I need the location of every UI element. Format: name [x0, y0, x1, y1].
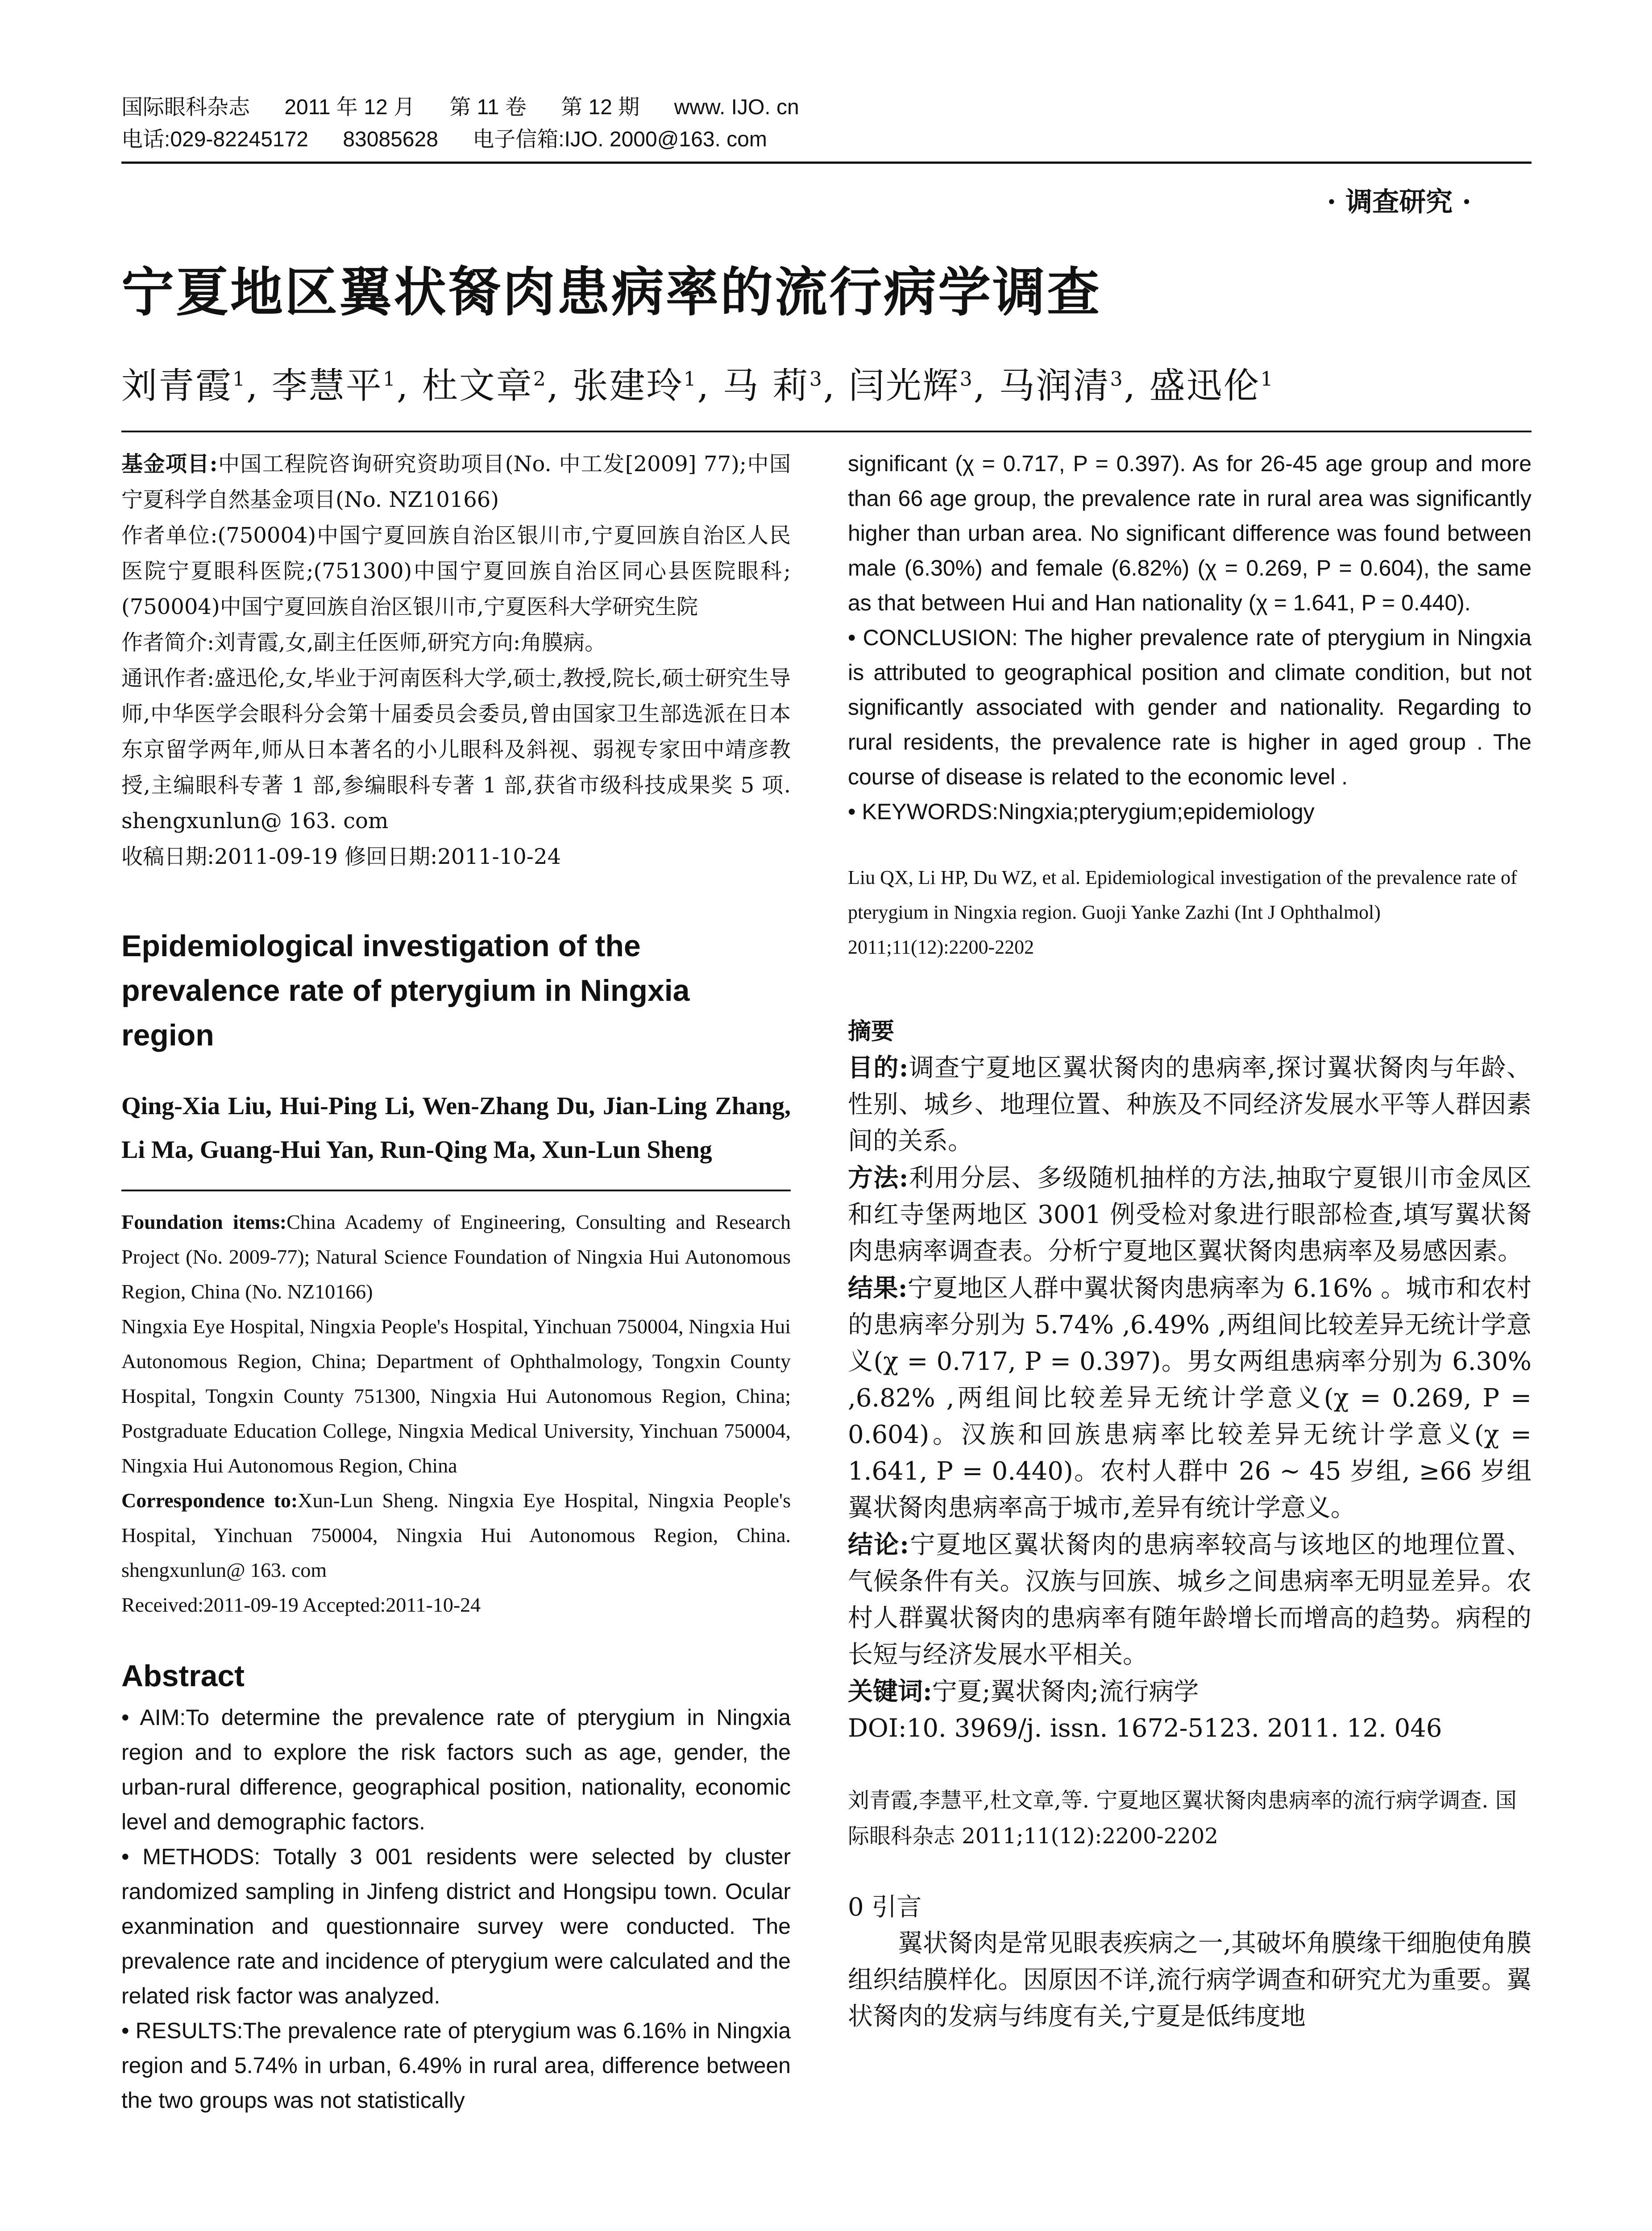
author-affiliation-mark: 1 [232, 368, 246, 391]
title-rule [121, 431, 1532, 432]
foundation-items [121, 1205, 791, 1309]
author-name: 张建玲 [572, 365, 684, 406]
author-affiliation-mark: 1 [1260, 368, 1274, 391]
abstract-cn-conclusion [848, 1526, 1532, 1673]
methods-text: 利用分层、多级随机抽样的方法,抽取宁夏银川市金凤区和红寺堡两地区 3001 例受检对象进行眼部检查,填写翼状胬肉患病率调查表。分析宁夏地区翼状胬肉患病率及易感因素。 [848, 1164, 1532, 1266]
keywords-label: 关键词: [848, 1677, 932, 1706]
author-units [121, 518, 791, 625]
author-name: 马 莉 [722, 365, 809, 406]
results-label: 结果: [848, 1273, 908, 1303]
left-column [121, 446, 791, 2118]
abstract-keywords: • KEYWORDS:Ningxia;pterygium;epidemiology [848, 799, 1315, 824]
header-line-2 [121, 124, 1532, 156]
fund-info [121, 446, 791, 518]
unit-text: (750004)中国宁夏回族自治区银川市,宁夏回族自治区人民医院宁夏眼科医院;(751300)中国宁夏回族自治区同心县医院眼科;(750004)中国宁夏回族自治区银川市,宁夏医科大学研究生院 [121, 523, 791, 619]
author-name: 杜文章 [422, 365, 533, 406]
phone: 电话:029-82245172 [121, 128, 308, 151]
methods-label: 方法: [848, 1163, 909, 1193]
author-name: 闫光辉 [848, 365, 960, 406]
correspondence-text: Xun-Lun Sheng. Ningxia Eye Hospital, Ningxia People's Hospital, Yinchuan 750004, Ningxia Hui Autonomous Region, China. shengxunlun@ 163. com [121, 1489, 791, 1581]
author-bio: 作者简介:刘青霞,女,副主任医师,研究方向:角膜病。 [121, 630, 606, 655]
abstract-cn-objective [848, 1049, 1532, 1160]
author-affiliation-mark: 2 [533, 368, 547, 391]
abstract-cn-results [848, 1270, 1532, 1526]
abstract-conclusion: • CONCLUSION: The higher prevalence rate of pterygium in Ningxia is attributed to geographical position and climate condition, but not significantly associated with gender and nationality. Regarding to rural residents, the prevalence rate is higher in aged group . The course of disease is related to the economic level . [848, 625, 1532, 789]
authors-rule [121, 1190, 791, 1191]
correspondence-label: Correspondence to: [121, 1489, 298, 1512]
right-column [848, 446, 1532, 2035]
author-affiliation-mark: 3 [1110, 368, 1124, 391]
citation-cn: 刘青霞,李慧平,杜文章,等. 宁夏地区翼状胬肉患病率的流行病学调查. 国际眼科杂志 2011;11(12):2200-2202 [848, 1788, 1517, 1849]
issue-date: 2011 年 12 月 [284, 95, 415, 119]
authors-cn: 刘青霞$^1$, 李慧平$^1$, 杜文章$^2$, 张建玲$^1$, 马 莉$^3$, 闫光辉$^3$, 马润清$^3$, 盛迅伦$^1$ [121, 365, 1274, 406]
citation-en: Liu QX, Li HP, Du WZ, et al. Epidemiological investigation of the prevalence rate of pterygium in Ningxia region. Guoji Yanke Zazhi (Int J Ophthalmol) 2011;11(12):2200-2202 [848, 867, 1517, 958]
keywords-text: 宁夏;翼状胬肉;流行病学 [932, 1677, 1199, 1706]
author-affiliation-mark: 3 [959, 368, 974, 391]
abstract-heading: Abstract [121, 1659, 245, 1693]
website: www. IJO. cn [674, 95, 799, 119]
author-affiliation-mark: 1 [683, 368, 697, 391]
abstract-cn-keywords [848, 1673, 1532, 1710]
author-name: 刘青霞 [121, 365, 232, 406]
abstract-cn-methods [848, 1160, 1532, 1270]
volume: 第 11 卷 [449, 95, 527, 119]
english-authors: Qing-Xia Liu, Hui-Ping Li, Wen-Zhang Du, Jian-Ling Zhang, Li Ma, Guang-Hui Yan, Run-Qing Ma, Xun-Lun Sheng [121, 1092, 791, 1164]
objective-label: 目的: [848, 1053, 909, 1082]
doi: DOI:10. 3969/j. issn. 1672-5123. 2011. 12. 046 [848, 1714, 1442, 1743]
issue: 第 12 期 [561, 95, 640, 119]
header-line-1 [121, 91, 1532, 124]
introduction-heading: 0 引言 [848, 1893, 922, 1922]
fund-label: 基金项目: [121, 452, 218, 477]
english-title: Epidemiological investigation of the prevalence rate of pterygium in Ningxia region [121, 929, 690, 1052]
objective-text: 调查宁夏地区翼状胬肉的患病率,探讨翼状胬肉与年龄、性别、城乡、地理位置、种族及不同经济发展水平等人群因素间的关系。 [848, 1053, 1532, 1156]
conclusion-text: 宁夏地区翼状胬肉的患病率较高与该地区的地理位置、气候条件有关。汉族与回族、城乡之间患病率无明显差异。农村人群翼状胬肉的患病率有随年龄增长而增高的趋势。病程的长短与经济发展水平相关。 [848, 1530, 1532, 1669]
introduction-text: 翼状胬肉是常见眼表疾病之一,其破坏角膜缘干细胞使角膜组织结膜样化。因原因不详,流行病学调查和研究尤为重要。翼状胬肉的发病与纬度有关,宁夏是低纬度地 [848, 1929, 1532, 2031]
abstract-aim: • AIM:To determine the prevalence rate of pterygium in Ningxia region and to explore the risk factors such as age, gender, the urban-rural difference, geographical position, nationality, economic level and demographic factors. [121, 1705, 791, 1834]
received-accepted: Received:2011-09-19 Accepted:2011-10-24 [121, 1593, 481, 1616]
phone-2: 83085628 [343, 128, 438, 151]
conclusion-label: 结论: [848, 1530, 909, 1559]
affiliations: Ningxia Eye Hospital, Ningxia People's Hospital, Yinchuan 750004, Ningxia Hui Autonomous Region, China; Department of Ophthalmology, Tongxin County Hospital, Tongxin County 751300, Ningxia Hui Autonomous Region, China; Postgraduate Education College, Ningxia Medical University, Yinchuan 750004, Ningxia Hui Autonomous Region, China [121, 1315, 791, 1477]
article-title: 宁夏地区翼状胬肉患病率的流行病学调查 [121, 261, 1102, 323]
journal-name: 国际眼科杂志 [121, 95, 250, 119]
correspondence [121, 1483, 791, 1588]
foundation-label: Foundation items: [121, 1211, 287, 1233]
unit-label: 作者单位: [121, 523, 218, 548]
abstract-results: • RESULTS:The prevalence rate of pterygium was 6.16% in Ningxia region and 5.74% in urban, 6.49% in rural area, difference between the two groups was not statistically [121, 2018, 791, 2113]
author-name: 李慧平 [271, 365, 383, 406]
author-affiliation-mark: 3 [809, 368, 823, 391]
journal-header [121, 91, 1532, 156]
dates-cn: 收稿日期:2011-09-19 修回日期:2011-10-24 [121, 844, 561, 869]
abstract-methods: • METHODS: Totally 3 001 residents were selected by cluster randomized sampling in Jinfeng district and Hongsipu town. Ocular exanmination and questionnaire survey were conducted. The prevalence rate and incidence of pterygium were calculated and the related risk factor was analyzed. [121, 1844, 791, 2008]
foundation-text: China Academy of Engineering, Consulting and Research Project (No. 2009-77); Natural Science Foundation of Ningxia Hui Autonomous Region, China (No. NZ10166) [121, 1211, 791, 1303]
header-rule [121, 162, 1532, 164]
email: 电子信箱:IJO. 2000@163. com [473, 128, 767, 151]
author-name: 马润清 [999, 365, 1110, 406]
abstract-results-continued: significant (χ = 0.717, P = 0.397). As for 26-45 age group and more than 66 age group, the prevalence rate in rural area was significantly higher than urban area. No significant difference was found between male (6.30%) and female (6.82%) (χ = 0.269, P = 0.604), the same as that between Hui and Han nationality (χ = 1.641, P = 0.440). [848, 451, 1532, 615]
fund-text: 中国工程院咨询研究资助项目(No. 中工发[2009] 77);中国宁夏科学自然基金项目(No. NZ10166) [121, 452, 791, 512]
author-affiliation-mark: 1 [382, 368, 397, 391]
author-name: 盛迅伦 [1149, 365, 1261, 406]
abstract-cn-heading: 摘要 [848, 1018, 895, 1045]
results-text: 宁夏地区人群中翼状胬肉患病率为 6.16% 。城市和农村的患病率分别为 5.74% ,6.49% ,两组间比较差异无统计学意义(χ = 0.717, P = 0.397)。男女两组患病率分别为 6.30% ,6.82% ,两组间比较差异无统计学意义(χ = 0.269, P = 0.604)。汉族和回族患病率比较差异无统计学意义(χ = 1.641, P = 0.440)。农村人群中 26 ~ 45 岁组, ≥66 岁组翼状胬肉患病率高于城市,差异有统计学意义。 [848, 1274, 1532, 1522]
corresponding-author-cn: 通讯作者:盛迅伦,女,毕业于河南医科大学,硕士,教授,院长,硕士研究生导师,中华医学会眼科分会第十届委员会委员,曾由国家卫生部选派在日本东京留学两年,师从日本著名的小儿眼科及斜视、弱视专家田中靖彦教授,主编眼科专著 1 部,参编眼科专著 1 部,获省市级科技成果奖 5 项. shengxunlun@ 163. com [121, 666, 791, 834]
section-tag: · 调查研究 · [1327, 187, 1471, 218]
